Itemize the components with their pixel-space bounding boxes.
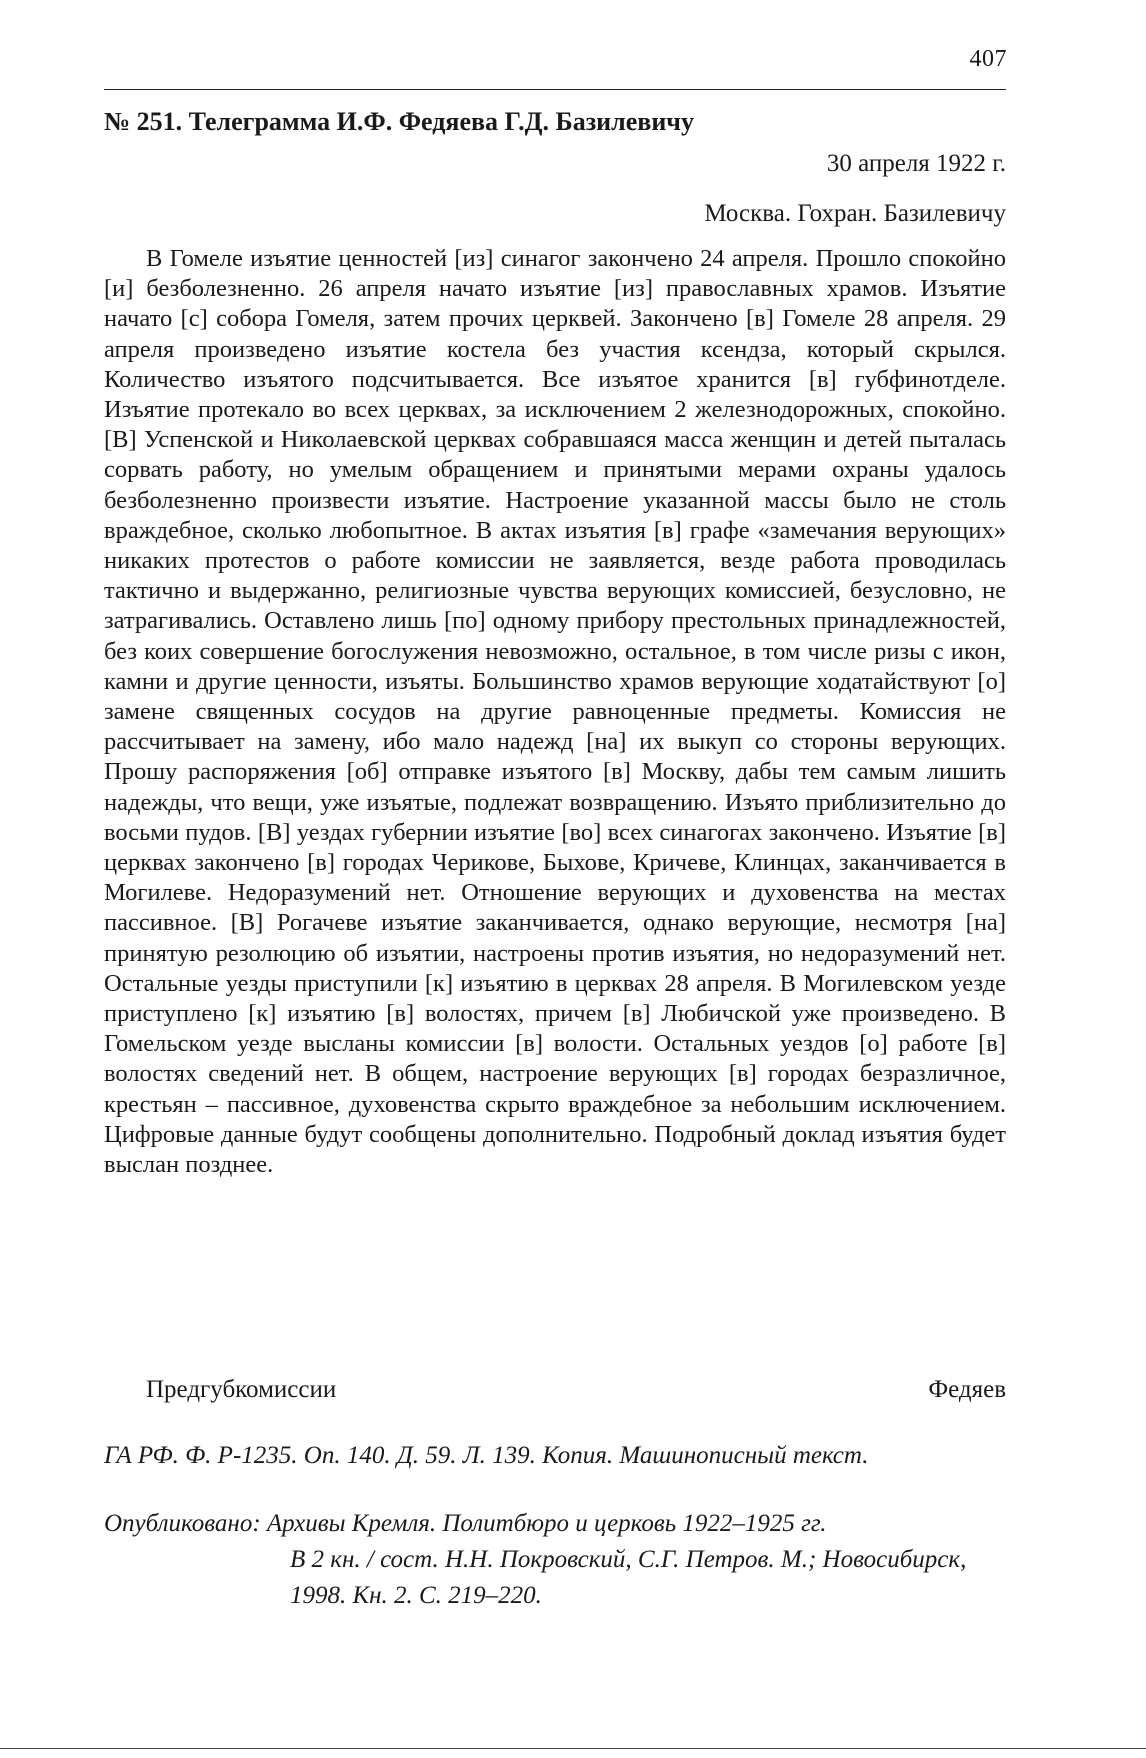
signer-name: Федяев [928,1376,1006,1403]
document-body [104,244,1006,1180]
publication-line-2: В 2 кн. / сост. Н.Н. Покровский, С.Г. Петров. М.; Новосибирск, 1998. Кн. 2. С. 219–220. [290,1546,967,1609]
document-date: 30 апреля 1922 г. [826,150,1006,177]
body-paragraph: В Гомеле изъятие ценностей [из] синагог закончено 24 апреля. Прошло спокойно [и] безболезненно. 26 апреля начато изъятие [из] православных храмов. Изъятие начато [с] собора Гомеля, затем прочих церквей. Закончено [в] Гомеле 28 апреля. 29 апреля произведено изъятие костела без участия ксендза, который скрылся. Количество изъятого подсчитывается. Все изъятое хранится [в] губфинотделе. Изъятие протекало во всех церквах, за исключением 2 железнодорожных, спокойно. [В] Успенской и Николаевской церквах собравшаяся масса женщин и детей пыталась сорвать работу, но умелым обращением и принятыми мерами охраны удалось безболезненно произвести изъятие. Настроение указанной массы было не столь враждебное, сколько любопытное. В актах изъятия [в] графе «замечания верующих» никаких протестов о работе комиссии не заявляется, везде работа проводилась тактично и выдержанно, религиозные чувства верующих комиссией, безусловно, не затрагивались. Оставлено лишь [по] одному прибору престольных принадлежностей, без коих совершение богослужения невозможно, остальное, в том числе ризы с икон, камни и другие ценности, изъяты. Большинство храмов верующие ходатайствуют [о] замене священных сосудов на другие равноценные предметы. Комиссия не рассчитывает на замену, ибо мало надежд [на] их выкуп со стороны верующих. Прошу распоряжения [об] отправке изъятого [в] Москву, дабы тем самым лишить надежды, что вещи, уже изъятые, подлежат возвращению. Изъято приблизительно до восьми пудов. [В] уездах губернии изъятие [во] всех синагогах закончено. Изъятие [в] церквах закончено [в] городах Черикове, Быхове, Кричеве, Клинцах, заканчивается в Могилеве. Недоразумений нет. Отношение верующих и духовенства на местах пассивное. [В] Рогачеве изъятие заканчивается, однако верующие, несмотря [на] принятую резолюцию об изъятии, настроены против изъятия, но недоразумений нет. Остальные уезды приступили [к] изъятию в церквах 28 апреля. В Могилевском уезде приступлено [к] изъятию [в] волостях, причем [в] Любичской уже произведено. В Гомельском уезде высланы комиссии [в] волости. Остальных уездов [о] работе [в] волостях сведений нет. В общем, настроение верующих [в] городах безразличное, крестьян – пассивное, духовенства скрыто враждебное за небольшим исключением. Цифровые данные будут сообщены дополнительно. Подробный доклад изъятия будет выслан позднее. [104,245,1006,1179]
publication-line-1: Опубликовано: Архивы Кремля. Политбюро и церковь 1922–1925 гг. [104,1510,827,1537]
signer-position: Предгубкомиссии [146,1376,337,1403]
document-address: Москва. Гохран. Базилевичу [704,200,1006,227]
publication-reference [104,1506,1006,1614]
document-title: № 251. Телеграмма И.Ф. Федяева Г.Д. Базилевичу [104,107,694,136]
page-number: 407 [969,46,1007,72]
signature-block [146,1372,1006,1408]
archive-reference: ГА РФ. Ф. Р-1235. Оп. 140. Д. 59. Л. 139. Копия. Машинописный текст. [104,1442,869,1469]
header-rule [104,89,1006,90]
footer-rule [0,1748,1146,1749]
